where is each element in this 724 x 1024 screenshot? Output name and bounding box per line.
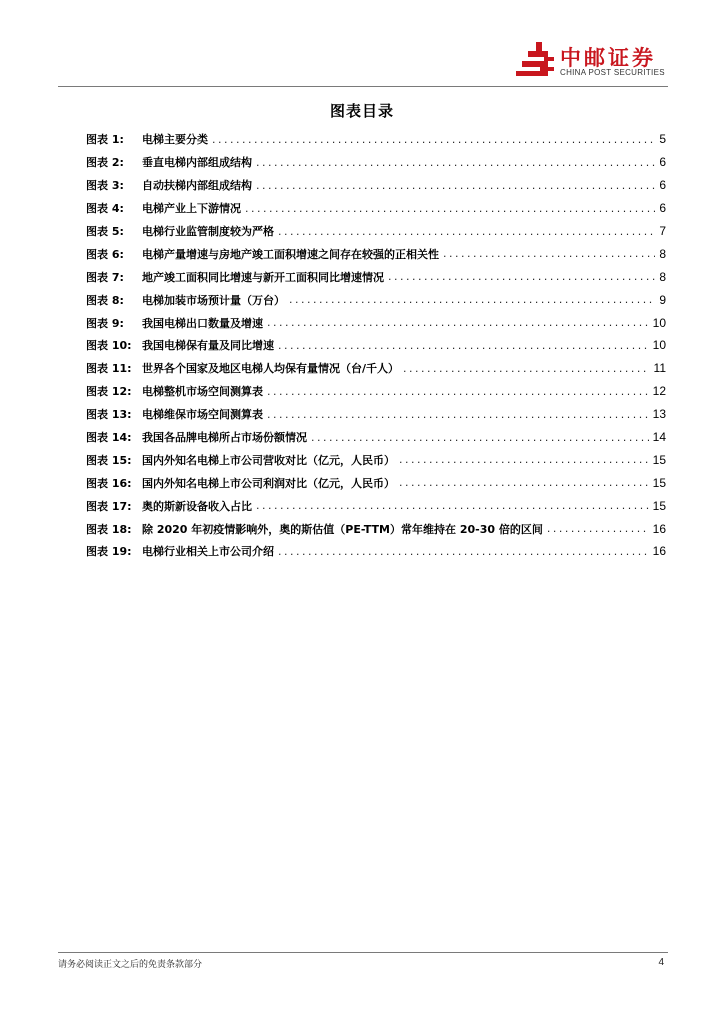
toc-dot-leader xyxy=(256,179,655,192)
toc-dot-leader xyxy=(245,202,655,215)
toc-entry-page: 8 xyxy=(659,246,666,261)
toc-entry-label: 图表 9: xyxy=(86,316,124,330)
toc-entry[interactable] xyxy=(86,311,666,334)
toc-dot-leader xyxy=(278,225,655,238)
toc-entry[interactable] xyxy=(86,128,666,151)
toc-entry-label: 图表 1: xyxy=(86,133,124,147)
toc-entry-title: 奥的斯新设备收入占比 xyxy=(142,499,252,513)
toc-entry-title: 电梯产量增速与房地产竣工面积增速之间存在较强的正相关性 xyxy=(142,247,439,261)
toc-entry-label: 图表 16: xyxy=(86,476,132,490)
toc-dot-leader xyxy=(256,156,655,169)
toc-dot-leader xyxy=(267,408,649,421)
toc-entry-title: 除 2020 年初疫情影响外，奥的斯估值（PE-TTM）常年维持在 20-30 倍的区间 xyxy=(142,522,543,536)
toc-entry-label: 图表 19: xyxy=(86,545,132,559)
toc-entry-page: 15 xyxy=(652,452,666,467)
toc-entry-label: 图表 14: xyxy=(86,431,132,445)
toc-entry[interactable] xyxy=(86,448,666,471)
toc-entry-label: 图表 6: xyxy=(86,247,124,261)
toc-entry-label: 图表 2: xyxy=(86,156,124,170)
toc-entry-page: 5 xyxy=(659,132,666,147)
toc-entry-label: 图表 12: xyxy=(86,385,132,399)
toc-entry-title: 自动扶梯内部组成结构 xyxy=(142,179,252,193)
toc-entry-title: 我国各品牌电梯所占市场份额情况 xyxy=(142,431,307,445)
toc-entry-title: 我国电梯出口数量及增速 xyxy=(142,316,263,330)
toc-dot-leader xyxy=(443,247,655,260)
toc-dot-leader xyxy=(212,133,655,146)
toc-entry-page: 6 xyxy=(659,155,666,170)
toc-entry-page: 10 xyxy=(652,315,666,330)
toc-entry[interactable] xyxy=(86,494,666,517)
toc-dot-leader xyxy=(278,339,649,352)
toc-entry-page: 9 xyxy=(659,292,666,307)
toc-entry[interactable] xyxy=(86,220,666,243)
toc-entry-page: 8 xyxy=(659,269,666,284)
toc-dot-leader xyxy=(403,362,650,375)
toc-entry-title: 国内外知名电梯上市公司营收对比（亿元，人民币） xyxy=(142,453,395,467)
toc-entry-page: 6 xyxy=(659,178,666,193)
toc-entry-title: 电梯加装市场预计量（万台） xyxy=(142,293,285,307)
toc-entry-title: 电梯行业相关上市公司介绍 xyxy=(142,545,274,559)
toc-entry-page: 7 xyxy=(659,224,666,238)
toc-entry[interactable] xyxy=(86,174,666,197)
page-header xyxy=(0,0,724,88)
toc-entry-label: 图表 5: xyxy=(86,225,124,238)
toc-entry-page: 14 xyxy=(652,430,666,445)
footer-divider xyxy=(58,952,668,953)
toc-entry-label: 图表 15: xyxy=(86,453,132,467)
toc-entry-page: 15 xyxy=(652,475,666,490)
footer-disclaimer: 请务必阅读正文之后的免责条款部分 xyxy=(58,960,203,970)
toc-entry-title: 电梯产业上下游情况 xyxy=(142,202,241,216)
toc-entry[interactable] xyxy=(86,334,666,357)
toc-entry-label: 图表 3: xyxy=(86,179,124,193)
toc-entry-title: 垂直电梯内部组成结构 xyxy=(142,156,252,170)
toc-entry-title: 世界各个国家及地区电梯人均保有量情况（台/千人） xyxy=(142,362,400,376)
toc-entry-page: 6 xyxy=(659,201,666,216)
toc-entry-label: 图表 4: xyxy=(86,202,124,216)
toc-entry[interactable] xyxy=(86,540,666,563)
toc-entry-page: 10 xyxy=(652,338,666,353)
toc-dot-leader xyxy=(399,476,649,489)
toc-entry-title: 电梯行业监管制度较为严格 xyxy=(142,225,274,238)
toc-entry-label: 图表 10: xyxy=(86,339,132,353)
toc-dot-leader xyxy=(388,270,655,283)
toc-entry-label: 图表 11: xyxy=(86,362,132,376)
toc-entry-title: 我国电梯保有量及同比增速 xyxy=(142,339,274,353)
toc-entry[interactable] xyxy=(86,288,666,311)
toc-dot-leader xyxy=(289,293,655,306)
toc-dot-leader xyxy=(278,545,649,558)
toc-list xyxy=(86,128,666,563)
toc-entry-label: 图表 18: xyxy=(86,522,132,536)
toc-title: 图表目录 xyxy=(329,102,394,120)
toc-entry-page: 15 xyxy=(652,498,666,513)
toc-dot-leader xyxy=(311,431,649,444)
company-logo xyxy=(512,40,672,82)
toc-entry-page: 13 xyxy=(652,407,666,422)
toc-entry-label: 图表 7: xyxy=(86,270,124,284)
toc-entry[interactable] xyxy=(86,151,666,174)
toc-dot-leader xyxy=(267,316,649,329)
toc-entry-label: 图表 17: xyxy=(86,499,132,513)
toc-dot-leader xyxy=(256,499,649,512)
logo-english-name: CHINA POST SECURITIES xyxy=(560,68,665,77)
toc-dot-leader xyxy=(399,453,649,466)
toc-entry[interactable] xyxy=(86,517,666,540)
toc-entry-title: 地产竣工面积同比增速与新开工面积同比增速情况 xyxy=(142,270,384,284)
toc-entry[interactable] xyxy=(86,357,666,380)
toc-entry-title: 电梯维保市场空间测算表 xyxy=(142,408,263,422)
toc-entry[interactable] xyxy=(86,403,666,426)
logo-chinese-name: 中邮证券 xyxy=(560,46,656,70)
toc-entry[interactable] xyxy=(86,197,666,220)
toc-entry-page: 11 xyxy=(653,361,666,376)
toc-entry-page: 16 xyxy=(652,544,666,559)
toc-entry-title: 国内外知名电梯上市公司利润对比（亿元，人民币） xyxy=(142,476,395,490)
china-post-logo-icon xyxy=(512,40,556,82)
header-divider xyxy=(58,86,668,87)
toc-entry-page: 16 xyxy=(652,521,666,536)
toc-entry[interactable] xyxy=(86,242,666,265)
toc-entry[interactable] xyxy=(86,426,666,449)
toc-dot-leader xyxy=(547,522,649,535)
toc-entry-title: 电梯主要分类 xyxy=(142,133,208,147)
toc-entry[interactable] xyxy=(86,471,666,494)
toc-entry-title: 电梯整机市场空间测算表 xyxy=(142,385,263,399)
toc-dot-leader xyxy=(267,385,649,398)
toc-entry-label: 图表 13: xyxy=(86,408,132,422)
toc-entry-label: 图表 8: xyxy=(86,293,124,307)
toc-entry-page: 12 xyxy=(652,384,666,399)
toc-entry[interactable] xyxy=(86,265,666,288)
footer-page-number: 4 xyxy=(658,957,664,968)
toc-entry[interactable] xyxy=(86,380,666,403)
